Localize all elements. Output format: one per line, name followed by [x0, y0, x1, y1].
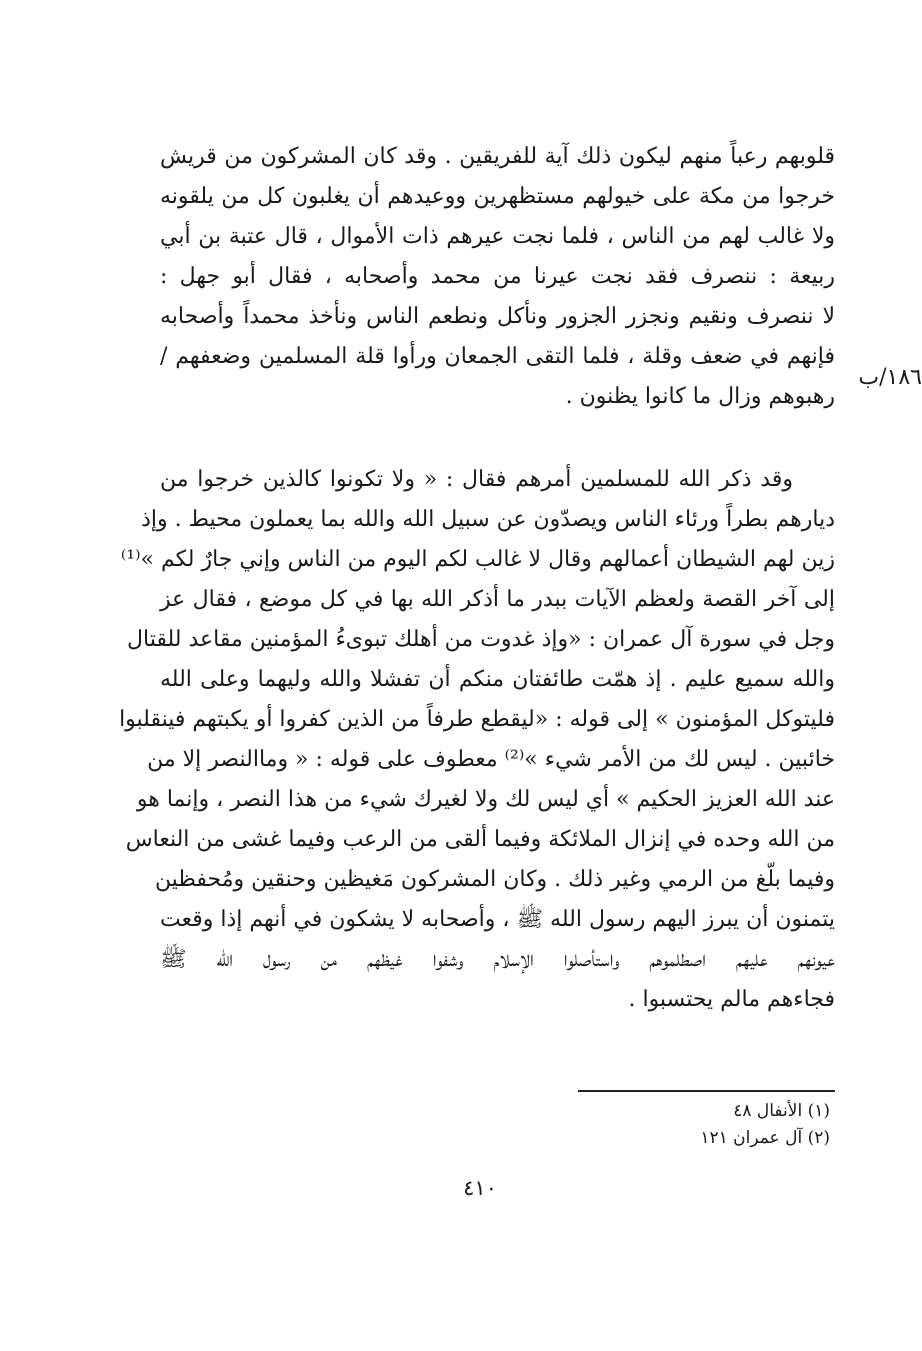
text-line: رهبوهم وزال ما كانوا يظنون .: [565, 384, 835, 409]
margin-folio-note: ١٨٦/ب: [858, 365, 922, 390]
text-line: خرجوا من مكة على خيولهم مستظهرين ووعيدهم أن يغلبون كل من يلقونه: [160, 184, 835, 209]
text-line: ولا غالب لهم من الناس ، فلما نجت عيرهم ذات الأموال ، قال عتبة بن أبي: [160, 224, 835, 249]
paragraph-1: [160, 137, 835, 417]
page-number: ٤١٠: [463, 1176, 497, 1200]
text-line: ديارهم بطراً ورئاء الناس ويصدّون عن سبيل الله والله بما يعملون محيط . وإذ: [141, 507, 835, 532]
text-line: فإنهم في ضعف وقلة ، فلما التقى الجمعان ورأوا قلة المسلمين وضعفهم /: [160, 344, 835, 369]
footnotes: [560, 1098, 830, 1152]
paragraph-2: [119, 460, 835, 1020]
text-line: ربيعة : ننصرف فقد نجت عيرنا من محمد وأصحابه ، فقال أبو جهل :: [160, 264, 835, 289]
text-line: والله سميع عليم . إذ همّت طائفتان منكم أن تفشلا والله وليهما وعلى الله: [160, 667, 835, 692]
footnote-2: (٢) آل عمران ١٢١: [700, 1128, 830, 1148]
text-line: زين لهم الشيطان أعمالهم وقال لا غالب لكم اليوم من الناس وإني جارٌ لكم »⁽¹⁾: [120, 547, 835, 572]
text-line: خائبين . ليس لك من الأمر شيء »⁽²⁾ معطوف على قوله : « وماالنصر إلا من: [147, 747, 835, 772]
footnote-divider: [578, 1090, 835, 1092]
text-line: فليتوكل المؤمنون » إلى قوله : «ليقطع طرفاً من الذين كفروا أو يكبتهم فينقلبوا: [119, 707, 835, 732]
text-line: فجاءهم مالم يحتسبوا .: [628, 987, 835, 1012]
text-line: عيونهم عليهم اصطلموهم واستأصلوا الإسلام وشفوا غيظهم من رسول الله ﷺ: [160, 947, 835, 972]
text-line: لا ننصرف ونقيم ونجزر الجزور ونأكل ونطعم الناس ونأخذ محمداً وأصحابه: [160, 304, 835, 329]
text-line: وقد ذكر الله للمسلمين أمرهم فقال : « ولا تكونوا كالذين خرجوا من: [160, 467, 793, 492]
text-line: من الله وحده في إنزال الملائكة وفيما ألقى من الرعب وفيما غشى من النعاس: [125, 827, 835, 852]
text-line: إلى آخر القصة ولعظم الآيات ببدر ما أذكر الله بها في كل موضع ، فقال عز: [160, 587, 835, 612]
text-line: وجل في سورة آل عمران : «وإذ غدوت من أهلك تبوىءُ المؤمنين مقاعد للقتال: [127, 627, 835, 652]
text-line: قلوبهم رعباً منهم ليكون ذلك آية للفريقين . وقد كان المشركون من قريش: [160, 144, 835, 169]
text-line: عند الله العزيز الحكيم » أي ليس لك ولا لغيرك شيء من هذا النصر ، وإنما هو: [136, 787, 835, 812]
text-line: وفيما بلّغ من الرمي وغير ذلك . وكان المشركون مَغيظين وحنقين ومُحفظين: [154, 867, 835, 892]
text-line: يتمنون أن يبرز اليهم رسول الله ﷺ ، وأصحابه لا يشكون في أنهم إذا وقعت: [159, 907, 835, 932]
footnote-1: (١) الأنفال ٤٨: [733, 1101, 830, 1121]
